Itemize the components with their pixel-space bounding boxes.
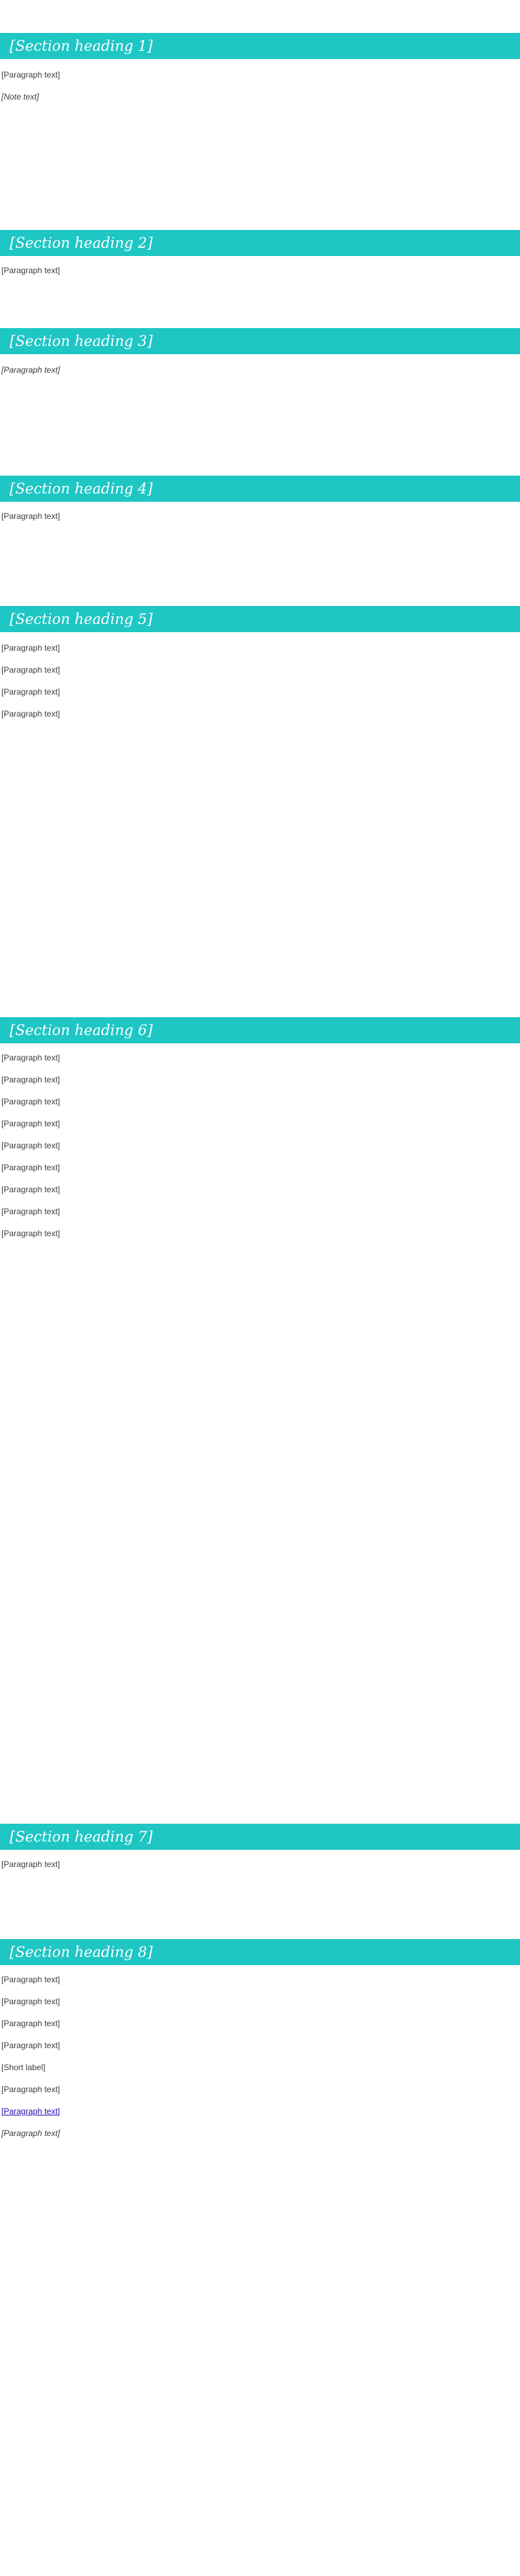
attention-paragraph: [Paragraph text] (1, 2085, 60, 2094)
attention-paragraph: [Paragraph text] (1, 1975, 60, 1984)
services-paragraph: [Paragraph text] (1, 665, 60, 675)
section-header-cadre (0, 230, 520, 256)
section-title-attention: [Section heading 8] (10, 1944, 153, 1960)
attention-paragraph: [Paragraph text] (1, 2019, 60, 2028)
attention-paragraph: [Paragraph text] (1, 2041, 60, 2050)
attention-paragraph: [Paragraph text] (1, 2128, 60, 2138)
section-title-formalites: [Section heading 6] (10, 1022, 153, 1038)
section-header-chambres (0, 476, 520, 502)
services-paragraph: [Paragraph text] (1, 643, 60, 653)
formalites-paragraph: [Paragraph text] (1, 1053, 60, 1063)
section-title-cadre: [Section heading 2] (10, 235, 153, 251)
formalites-paragraph: [Paragraph text] (1, 1229, 60, 1238)
hotel-paragraph: [Paragraph text] (1, 365, 60, 375)
section-header-attention (0, 1939, 520, 1965)
section-title-chambres: [Section heading 4] (10, 480, 153, 497)
section-body-sante (0, 1858, 520, 1934)
formalites-paragraph: [Paragraph text] (1, 1075, 60, 1084)
section-body-cadre (0, 264, 520, 319)
attention-label: [Short label] (1, 2063, 46, 2072)
environs-note: [Note text] (1, 92, 39, 102)
section-header-sante (0, 1824, 520, 1850)
section-title-sante: [Section heading 7] (10, 1829, 153, 1845)
formalites-paragraph: [Paragraph text] (1, 1119, 60, 1128)
attention-paragraph: [Paragraph text] (1, 1997, 60, 2006)
services-paragraph: [Paragraph text] (1, 687, 60, 697)
section-body-formalites (0, 1052, 520, 1807)
section-header-formalites (0, 1017, 520, 1043)
formalites-paragraph: [Paragraph text] (1, 1185, 60, 1194)
formalites-paragraph: [Paragraph text] (1, 1163, 60, 1172)
section-header-environs (0, 33, 520, 59)
services-paragraph: [Paragraph text] (1, 709, 60, 719)
section-title-services: [Section heading 5] (10, 611, 153, 627)
section-body-hotel (0, 364, 520, 467)
section-body-environs (0, 69, 520, 206)
section-header-services (0, 606, 520, 632)
section-header-hotel (0, 328, 520, 354)
section-body-services (0, 642, 520, 1006)
environs-paragraph: [Paragraph text] (1, 70, 60, 80)
chambres-paragraph: [Paragraph text] (1, 511, 60, 521)
formalites-paragraph: [Paragraph text] (1, 1207, 60, 1216)
section-body-attention (0, 1973, 520, 2564)
section-body-chambres (0, 510, 520, 599)
sante-paragraph: [Paragraph text] (1, 1859, 60, 1869)
section-title-hotel: [Section heading 3] (10, 333, 153, 349)
cadre-paragraph: [Paragraph text] (1, 266, 60, 275)
formalites-paragraph: [Paragraph text] (1, 1141, 60, 1150)
formalites-paragraph: [Paragraph text] (1, 1097, 60, 1106)
section-title-environs: [Section heading 1] (10, 38, 153, 54)
attention-links[interactable]: [Paragraph text] (1, 2107, 60, 2116)
